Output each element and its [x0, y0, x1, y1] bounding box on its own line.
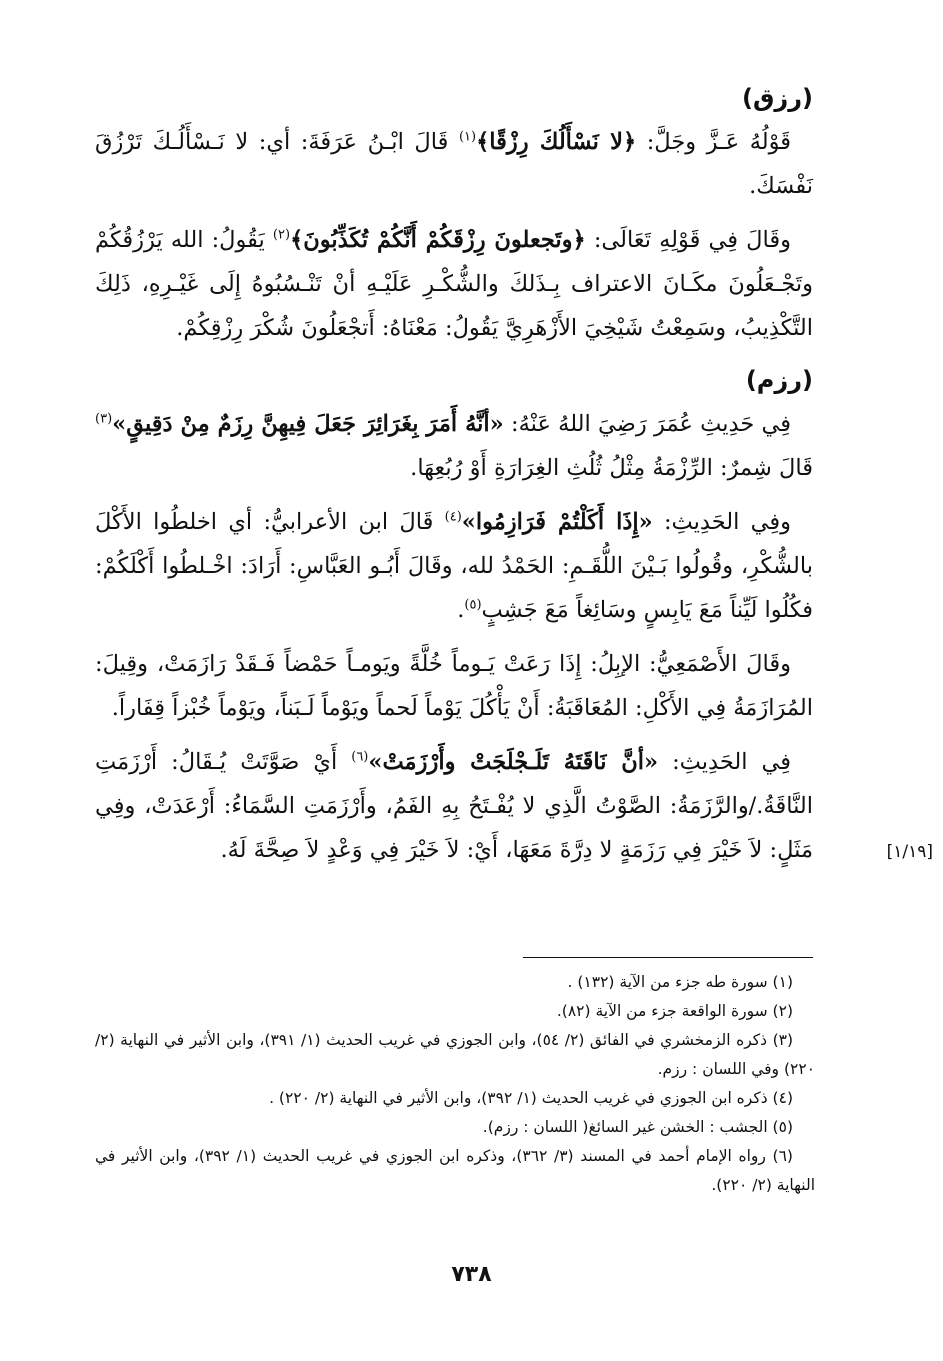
body-text: قَالَ شِمرٌ: الرِّزْمَةُ مِثْلُ ثُلُثِ الغِرَارَةِ أَوْ رُبُعِهَا.	[410, 455, 813, 481]
heading-rizq: (رزق)	[741, 84, 813, 112]
body-text: قَالَ ابْـنُ عَرَفَةَ: أي: لا نَـسْأَلُـكَ تَرْزُقَ نَفْسَكَ.	[95, 129, 813, 199]
paragraph	[95, 500, 813, 632]
footnote: (٤) ذكره ابن الجوزي في غريب الحديث (١/ ٣٩٢)، وابن الأثير في النهاية (٢/ ٢٢٠) .	[269, 1089, 793, 1107]
quoted-text: «أنَّهُ أَمَرَ بِغَرَائِرَ جَعَلَ فِيهِنَّ رِزَمٌ مِنْ دَقِيقٍ»	[112, 411, 504, 437]
body-text: يَقُولُ: الله يَرْزُقُكُمْ وتَجْـعَلُونَ مكَـانَ الاعتراف بِـذَلكَ والشُّكْـرِ عَلَيْـهِ أنْ تَنْـسُبُوهُ إِلَى غَيْـرِهِ، ذَلِكَ التَّكْذِيبُ، وسَمِعْتُ شَيْخِيَ الأَزْهَرِيَّ يَقُولُ: مَعْنَاهُ: أَتجْعَلُونَ شُكْرَ رِزْقِكُمْ.	[95, 227, 813, 341]
body-text: أَيْ صَوَّتَتْ يُـقَالُ: أَرْزَمَتِ النَّاقَةُ./والرَّزَمَةُ: الصَّوْتُ الَّذِي لا يُفْـتَحُ بِهِ الفَمُ، وأَرْزَمَتِ السَّمَاءُ: أَرْعَدَتْ، وفِي مَثَلٍ: لاَ خَيْرَ فِي رَزَمَةٍ لا دِرَّةَ مَعَهَا، أَيْ: لاَ خَيْرَ فِي وَعْدٍ لاَ صِحَّةَ لَهُ.	[95, 749, 813, 863]
body-text: قَالَ ابن الأعرابيُّ: أي اخلطُوا الأَكْلَ بالشُّكْرِ، وقُولُوا بَـيْنَ اللُّقَـمِ: الحَمْدُ لله، وقَالَ أَبُـو العَبَّاسِ: أَرَادَ: اخْـلطُوا أَكْلَكُمْ: فكُلُوا لَيِّناً مَعَ يَابِسٍ وسَائِغاً مَعَ جَشِبٍ	[95, 509, 813, 623]
footnote: (٣) ذكره الزمخشري في الفائق (٢/ ٥٤)، وابن الجوزي في غريب الحديث (١/ ٣٩١)، وابن الأثير في النهاية (٢/ ٢٢٠) وفي اللسان : رزم.	[95, 1031, 815, 1078]
body-text: وقَالَ الأَصْمَعِيُّ: الإبِلُ: إِذَا رَعَتْ يَـوماً خُلَّةً ويَومـاً حَمْضاً فَـقَدْ رَازَمَتْ، وقِيلَ: المُرَازَمَةُ فِي الأَكْلِ: المُعَاقَبَةُ: أَنْ يَأْكُلَ يَوْماً لَحماً ويَوْماً لَـبَناً، ويَوْماً خُبْزاً قِفَاراً.	[95, 651, 813, 721]
manuscript-folio-marker: [١/١٩]	[886, 842, 933, 862]
heading-razm: (رزم)	[745, 366, 813, 394]
paragraph	[95, 218, 813, 350]
footnote-ref: (٢)	[272, 227, 291, 243]
footnote-ref: (٦)	[351, 749, 369, 765]
footnote-ref: (٥)	[464, 597, 482, 613]
quoted-text: «أنَّ نَاقَتَهُ تَلَـجْلَجَتْ وأَرْزَمَتْ»	[368, 749, 659, 775]
page-number: ٧٣٨	[451, 1262, 492, 1287]
paragraph	[95, 120, 813, 208]
footnote: (١) سورة طه جزء من الآية (١٣٢) .	[567, 973, 793, 991]
body-text: قَوْلُهُ عَـزَّ وجَلَّ:	[636, 129, 791, 155]
footnotes	[95, 968, 815, 1200]
footnote-ref: (٤)	[444, 509, 462, 525]
main-text	[95, 78, 813, 882]
paragraph	[95, 740, 813, 872]
body-text: فِي حَدِيثِ عُمَرَ رَضِيَ اللهُ عَنْهُ:	[503, 411, 792, 437]
paragraph	[95, 402, 813, 490]
footnote-divider	[523, 957, 813, 958]
footnote-ref: (١)	[458, 129, 477, 145]
paragraph	[95, 642, 813, 730]
quoted-text: «إِذَا أَكَلْتُمْ فَرَازِمُوا»	[461, 509, 653, 535]
body-text: وفِي الحَدِيثِ:	[652, 509, 791, 535]
footnote: (٦) رواه الإمام أحمد في المسند (٣/ ٣٦٢)، وذكره ابن الجوزي في غريب الحديث (١/ ٣٩٢)، وابن الأثير في النهاية (٢/ ٢٢٠).	[95, 1147, 815, 1194]
footnote-ref: (٣)	[95, 411, 113, 427]
body-text: .	[457, 597, 465, 623]
footnote: (٢) سورة الواقعة جزء من الآية (٨٢).	[556, 1002, 793, 1020]
body-text: فِي الحَدِيثِ:	[658, 749, 792, 775]
quoted-text: ﴿لا نَسْأَلُكَ رِزْقًا﴾	[476, 129, 637, 155]
quoted-text: ﴿وتَجعلونَ رِزْقَكُمْ أَنَّكُمْ تُكَذِّبُونَ﴾	[290, 227, 586, 253]
footnote: (٥) الجشب : الخشن غير السائغ( اللسان : رزم).	[482, 1118, 793, 1136]
body-text: وقَالَ فِي قَوْلِهِ تَعَالَى:	[585, 227, 792, 253]
